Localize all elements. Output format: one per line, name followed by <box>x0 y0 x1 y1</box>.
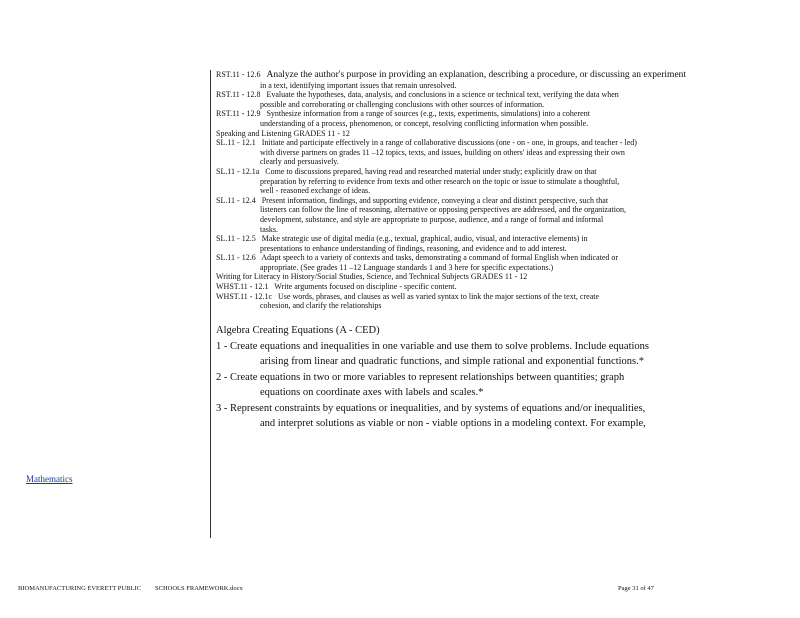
standard-rst-12-6 <box>216 70 766 81</box>
standard-sl-12-4 <box>216 196 766 206</box>
standard-continuation: possible and corroborating or challenging conclusions with other sources of information. <box>260 99 545 109</box>
standard-text: Adapt speech to a variety of contexts and tasks, demonstrating a command of formal English when indicated or <box>261 253 619 263</box>
standard-text: Evaluate the hypotheses, data, analysis, and conclusions in a science or technical text, verifying the data when <box>266 90 619 100</box>
standard-code: RST.11 - 12.9 <box>216 109 261 119</box>
standard-continuation: presentations to enhance understanding of findings, reasoning, and evidence and to add interest. <box>260 243 567 253</box>
algebra-item-1: 1 - Create equations and inequalities in one variable and use them to solve problems. Include equations <box>216 340 650 352</box>
standard-code: RST.11 - 12.8 <box>216 90 261 100</box>
standard-rst-12-9 <box>216 109 766 119</box>
standard-continuation: understanding of a process, phenomenon, or concept, resolving conflicting information when possible. <box>260 118 589 128</box>
standard-continuation: tasks. <box>260 224 278 234</box>
algebra-item-2: 2 - Create equations in two or more variables to represent relationships between quantities; graph <box>216 371 625 383</box>
standard-code: WHST.11 - 12.1c <box>216 291 272 301</box>
standard-continuation: with diverse partners on grades 11 –12 topics, texts, and issues, building on others' ideas and expressing their own <box>260 147 625 157</box>
standard-code: RST.11 - 12.6 <box>216 70 261 79</box>
algebra-heading: Algebra Creating Equations (A - CED) <box>216 324 380 336</box>
algebra-item-continuation: arising from linear and quadratic functions, and simple rational and exponential functions.* <box>260 356 645 368</box>
standard-sl-12-6 <box>216 253 766 263</box>
standard-sl-12-1 <box>216 138 766 148</box>
standard-code: SL.11 - 12.4 <box>216 195 256 205</box>
standard-text: Initiate and participate effectively in a range of collaborative discussions (one - on - one, in groups, and teacher - led) <box>261 138 637 148</box>
algebra-item-continuation: equations on coordinate axes with labels and scales.* <box>260 387 484 399</box>
algebra-item-3: 3 - Represent constraints by equations or inequalities, and by systems of equations and/or inequalities, <box>216 402 646 414</box>
standard-code: WHST.11 - 12.1 <box>216 282 269 292</box>
footer-page-number: Page 31 of 47 <box>618 585 654 592</box>
standard-text: Use words, phrases, and clauses as well as varied syntax to link the major sections of the text, create <box>278 291 600 301</box>
standard-continuation: cohesion, and clarify the relationships <box>260 301 382 311</box>
standard-continuation: well - reasoned exchange of ideas. <box>260 186 371 196</box>
footer-filename-end: SCHOOLS FRAMEWORK.docx <box>155 585 243 592</box>
standard-rst-12-8 <box>216 90 766 100</box>
standard-continuation: clearly and persuasively. <box>260 157 339 167</box>
standard-continuation: listeners can follow the line of reasoning, alternative or opposing perspectives are addressed, and the organization, <box>260 205 626 215</box>
standard-text: Present information, findings, and supporting evidence, conveying a clear and distinct perspective, such that <box>261 195 609 205</box>
document-body <box>210 70 766 538</box>
standard-text: Synthesize information from a range of sources (e.g., texts, experiments, simulations) into a coherent <box>266 109 590 119</box>
standard-text: Make strategic use of digital media (e.g., textual, graphical, audio, visual, and interactive elements) in <box>261 234 588 244</box>
standard-continuation: in a text, identifying important issues that remain unresolved. <box>260 80 457 90</box>
standard-text: Analyze the author's purpose in providing an explanation, describing a procedure, or discussing an experiment <box>266 70 687 80</box>
standard-code: SL.11 - 12.5 <box>216 234 256 244</box>
standard-sl-12-5 <box>216 234 766 244</box>
standard-whst-12-1 <box>216 282 766 292</box>
standard-code: SL.11 - 12.1a <box>216 166 260 176</box>
standard-whst-12-1c <box>216 292 766 302</box>
standard-code: SL.11 - 12.1 <box>216 138 256 148</box>
heading-writing-literacy: Writing for Literacy in History/Social Studies, Science, and Technical Subjects GRADES 11 - 12 <box>216 272 528 282</box>
standard-code: SL.11 - 12.6 <box>216 253 256 263</box>
standard-text: Write arguments focused on discipline - specific content. <box>274 282 457 292</box>
heading-speaking-listening: Speaking and Listening GRADES 11 - 12 <box>216 128 350 138</box>
algebra-item-continuation: and interpret solutions as viable or non - viable options in a modeling context. For example, <box>260 418 646 430</box>
footer-filename: BIOMANUFACTURING EVERETT PUBLIC <box>18 585 141 592</box>
standard-text: Come to discussions prepared, having read and researched material under study; explicitly draw on that <box>265 166 597 176</box>
subject-label: Mathematics <box>26 474 73 484</box>
standard-continuation: appropriate. (See grades 11 –12 Language standards 1 and 3 here for specific expectations.) <box>260 262 554 272</box>
standard-continuation: preparation by referring to evidence from texts and other research on the topic or issue to stimulate a thoughtful, <box>260 176 620 186</box>
standard-sl-12-1a <box>216 167 766 177</box>
standard-continuation: development, substance, and style are appropriate to purpose, audience, and a range of formal and informal <box>260 214 604 224</box>
